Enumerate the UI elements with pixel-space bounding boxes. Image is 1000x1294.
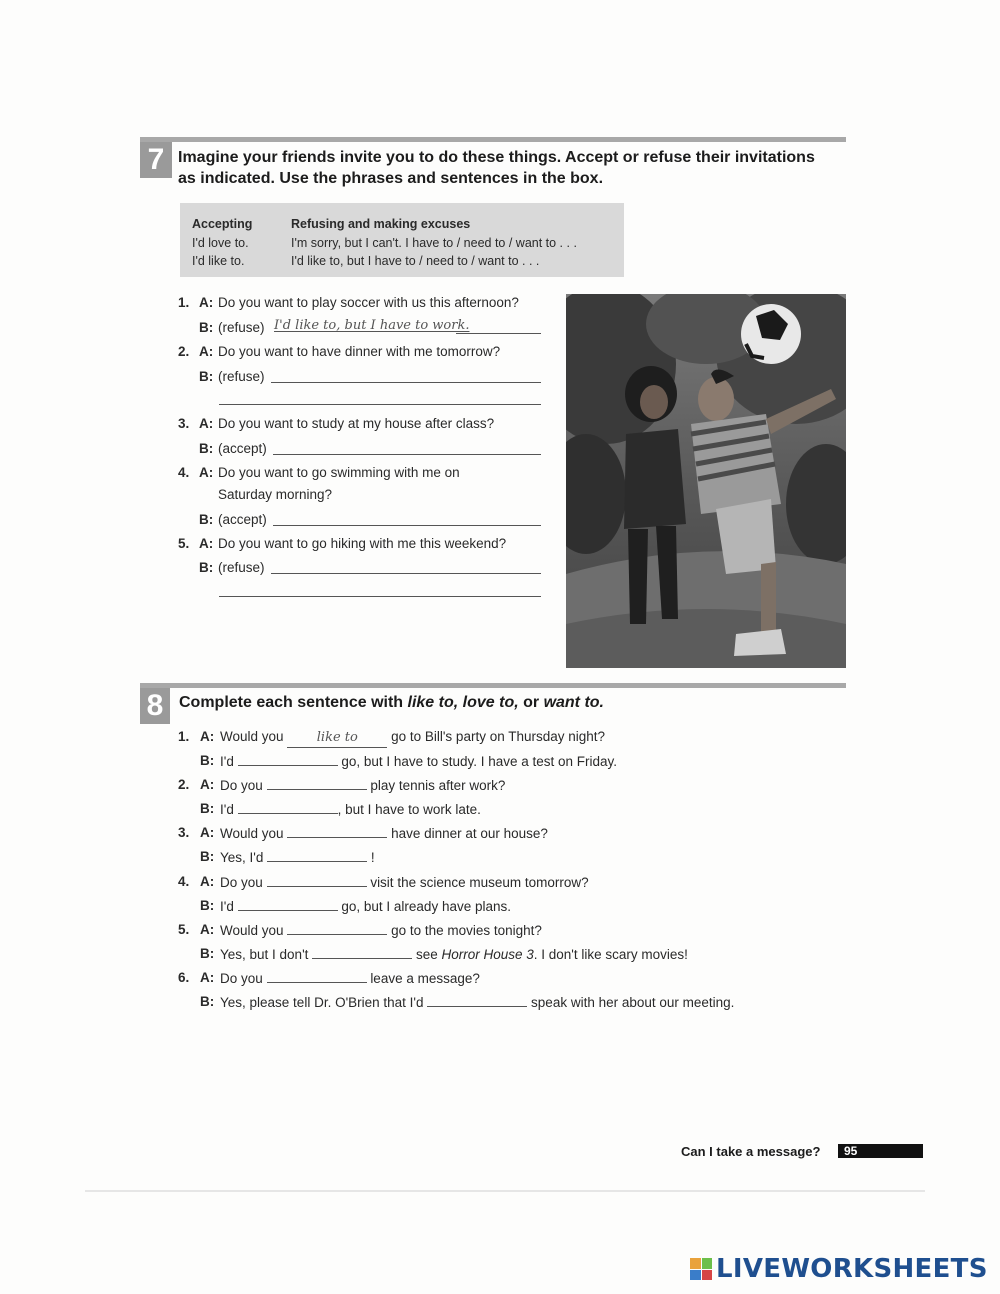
ex7-item-2-answer-line[interactable] — [271, 382, 541, 383]
speaker-a: A: — [199, 465, 214, 480]
ex8-item-1-answer[interactable]: like to — [287, 729, 387, 748]
speaker-b: B: — [199, 441, 214, 456]
sentence — [220, 752, 617, 771]
question-text: Do you want to go swimming with me on — [218, 465, 460, 480]
exercise-8-instruction — [179, 692, 604, 713]
sentence-start: I'd — [220, 802, 234, 817]
accepting-phrase: I'd love to. — [192, 235, 249, 250]
item-number: 4. — [178, 465, 190, 480]
speaker-b: B: — [199, 560, 214, 575]
sentence-end: speak with her about our meeting. — [531, 995, 735, 1010]
sentence-end: go to the movies tonight? — [391, 923, 542, 938]
sentence-start: Do you — [220, 875, 263, 890]
answer-blank[interactable] — [238, 752, 338, 766]
instruction-prefix: Complete each sentence with — [179, 694, 408, 711]
speaker-a: A: — [200, 729, 215, 744]
exercise-7-instruction-line-2: as indicated. Use the phrases and sentences in the box. — [178, 170, 604, 187]
answer-blank[interactable] — [312, 945, 412, 959]
answer-blank[interactable] — [267, 969, 367, 983]
speaker-b: B: — [199, 320, 214, 335]
speaker-a: A: — [200, 825, 215, 840]
ex7-item-3-answer-line[interactable] — [273, 454, 541, 455]
speaker-b: B: — [199, 369, 214, 384]
sentence-end: leave a message? — [370, 971, 480, 986]
option-love-to: love to, — [462, 694, 519, 711]
sentence — [220, 848, 375, 867]
accepting-phrase: I'd like to. — [192, 254, 245, 268]
response-label: (refuse) — [218, 560, 265, 575]
speaker-b: B: — [200, 849, 215, 864]
answer-blank[interactable] — [267, 848, 367, 862]
phrase-box — [180, 203, 624, 277]
item-number: 6. — [178, 970, 190, 985]
sentence — [220, 945, 688, 964]
sentence-start: Would you — [220, 729, 284, 744]
answer-blank[interactable] — [238, 800, 338, 814]
sentence-start: Do you — [220, 971, 263, 986]
brand-name: LIVEWORKSHEETS — [716, 1254, 988, 1284]
accepting-column — [192, 215, 252, 271]
ex7-item-2-answer-line-2[interactable] — [219, 404, 541, 405]
option-want-to: want to. — [543, 694, 604, 711]
sentence-start: I'd — [220, 899, 234, 914]
response-label: (accept) — [218, 512, 267, 527]
sentence-end: play tennis after work? — [370, 778, 506, 793]
sentence — [220, 728, 605, 748]
sentence — [220, 993, 734, 1012]
speaker-a: A: — [200, 874, 215, 889]
sentence-start: Yes, please tell Dr. O'Brien that I'd — [220, 995, 424, 1010]
sentence-end: go, but I have to study. I have a test on Friday. — [341, 754, 618, 769]
accepting-header: Accepting — [192, 217, 253, 231]
question-text: Do you want to go hiking with me this weekend? — [218, 536, 507, 551]
answer-blank[interactable] — [238, 897, 338, 911]
speaker-a: A: — [200, 922, 215, 937]
sentence — [220, 824, 548, 843]
sentence-start: I'd — [220, 754, 234, 769]
item-number: 3. — [178, 825, 190, 840]
speaker-a: A: — [200, 970, 215, 985]
sentence-end: . I don't like scary movies! — [533, 947, 688, 962]
item-number: 5. — [178, 922, 190, 937]
question-text: Do you want to study at my house after class? — [218, 416, 495, 431]
speaker-a: A: — [199, 295, 214, 310]
item-number: 5. — [178, 536, 190, 551]
sentence — [220, 873, 589, 892]
liveworksheets-brand[interactable] — [690, 1254, 988, 1284]
sentence — [220, 921, 542, 940]
answer-blank[interactable] — [287, 921, 387, 935]
sentence-end: , but I have to work late. — [337, 802, 481, 817]
speaker-b: B: — [200, 753, 215, 768]
refusing-column — [291, 215, 577, 271]
question-text: Do you want to have dinner with me tomorrow? — [218, 344, 501, 359]
sentence-end: ! — [370, 850, 375, 865]
ex7-item-1-answer[interactable]: I'd like to, but I have to work. — [274, 318, 470, 333]
speaker-a: A: — [199, 416, 214, 431]
sentence-middle: see — [415, 947, 442, 962]
sentence-end: visit the science museum tomorrow? — [370, 875, 589, 890]
sentence-start: Would you — [220, 826, 284, 841]
sentence-end: have dinner at our house? — [391, 826, 548, 841]
ex7-item-5-answer-line[interactable] — [271, 573, 541, 574]
soccer-photo — [566, 294, 846, 668]
sentence-end: go, but I already have plans. — [341, 899, 511, 914]
answer-blank[interactable] — [267, 776, 367, 790]
speaker-a: A: — [199, 344, 214, 359]
exercise-8-number: 8 — [140, 688, 170, 724]
sentence — [220, 969, 480, 988]
refusing-header: Refusing and making excuses — [291, 217, 471, 231]
question-text: Do you want to play soccer with us this afternoon? — [218, 295, 519, 310]
exercise-7-number: 7 — [140, 142, 172, 178]
item-number: 2. — [178, 344, 190, 359]
sentence — [220, 800, 481, 819]
sentence-start: Would you — [220, 923, 284, 938]
sentence-start: Yes, I'd — [220, 850, 264, 865]
refusing-phrase: I'd like to, but I have to / need to / want to . . . — [291, 254, 540, 268]
page-number: 95 — [844, 1144, 858, 1158]
option-like-to: like to, — [407, 694, 459, 711]
speaker-b: B: — [200, 801, 215, 816]
instruction-or: or — [518, 694, 544, 711]
item-number: 1. — [178, 295, 190, 310]
item-number: 1. — [178, 729, 190, 744]
answer-blank[interactable] — [267, 873, 367, 887]
sentence — [220, 776, 505, 795]
item-number: 3. — [178, 416, 190, 431]
speaker-b: B: — [200, 898, 215, 913]
exercise-8-rule — [140, 683, 846, 688]
item-number: 4. — [178, 874, 190, 889]
answer-blank[interactable] — [427, 993, 527, 1007]
ex7-item-5-answer-line-2[interactable] — [219, 596, 541, 597]
question-text-continued: Saturday morning? — [218, 487, 333, 502]
speaker-a: A: — [200, 777, 215, 792]
answer-blank[interactable] — [287, 824, 387, 838]
speaker-b: B: — [200, 994, 215, 1009]
speaker-a: A: — [199, 536, 214, 551]
sentence-end: go to Bill's party on Thursday night? — [391, 729, 606, 744]
footer-title: Can I take a message? — [681, 1144, 821, 1159]
ex7-item-4-answer-line[interactable] — [273, 525, 541, 526]
sentence-start: Yes, but I don't — [220, 947, 309, 962]
soccer-photo-image — [566, 294, 846, 668]
sentence — [220, 897, 511, 916]
exercise-7-rule — [140, 137, 846, 142]
exercise-7-instruction-line-1: Imagine your friends invite you to do these things. Accept or refuse their invitations — [178, 149, 815, 166]
refusing-phrase: I'm sorry, but I can't. I have to / need to / want to . . . — [291, 235, 577, 250]
item-number: 2. — [178, 777, 190, 792]
ex7-item-1-answer-line[interactable] — [456, 333, 541, 334]
response-label: (refuse) — [218, 369, 265, 384]
speaker-b: B: — [200, 946, 215, 961]
sentence-start: Do you — [220, 778, 263, 793]
bottom-divider — [85, 1190, 925, 1192]
movie-title: Horror House 3 — [441, 947, 534, 962]
response-label: (accept) — [218, 441, 267, 456]
liveworksheets-logo-icon — [690, 1258, 712, 1280]
response-label: (refuse) — [218, 320, 265, 335]
speaker-b: B: — [199, 512, 214, 527]
